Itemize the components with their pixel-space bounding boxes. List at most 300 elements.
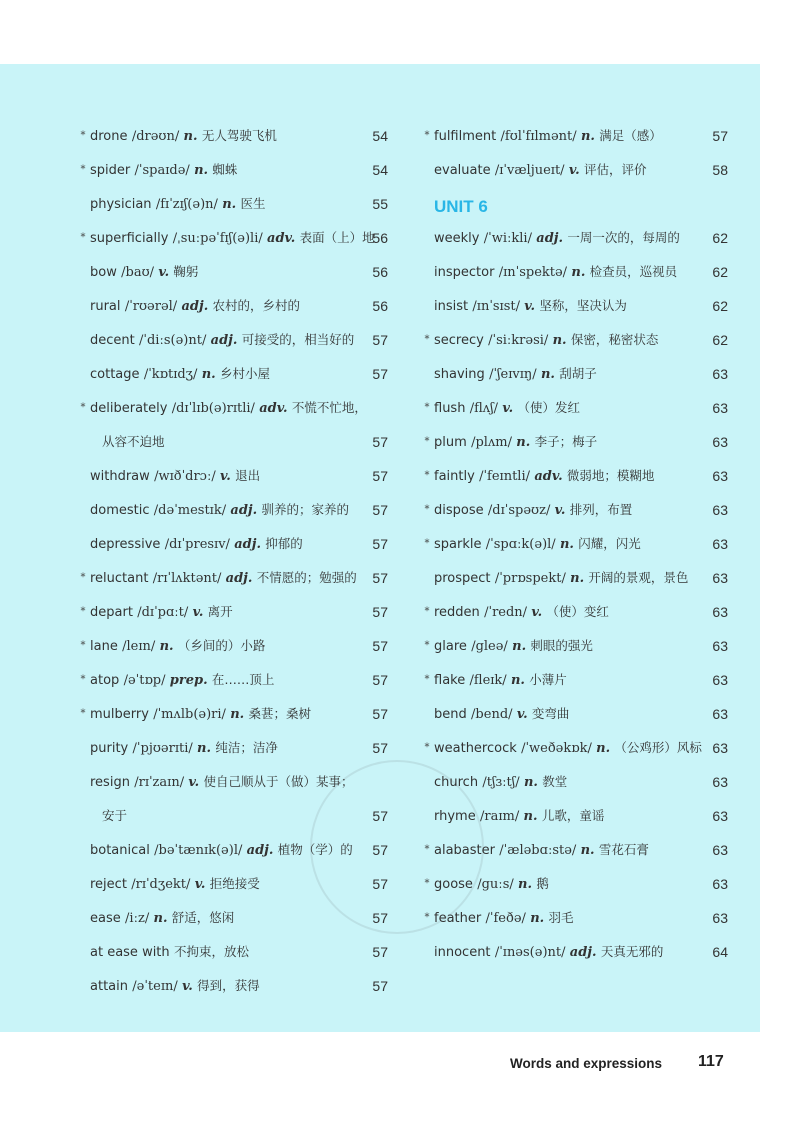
part-of-speech: n. <box>201 367 216 382</box>
definition: （使）变红 <box>546 604 609 619</box>
definition: 排列，布置 <box>569 502 633 517</box>
entry-text <box>434 629 593 664</box>
entry-text <box>90 765 353 800</box>
definition: 在……顶上 <box>211 672 275 687</box>
page-reference: 57 <box>372 842 388 858</box>
headword: prospect <box>434 571 491 586</box>
part-of-speech: adv. <box>534 469 563 484</box>
definition: 检查员，巡视员 <box>589 264 678 279</box>
headword: plum <box>434 435 467 450</box>
part-of-speech: n. <box>518 877 533 892</box>
headword: bow <box>90 265 117 280</box>
part-of-speech: adj. <box>569 945 597 960</box>
headword: withdraw <box>90 469 150 484</box>
definition: 羽毛 <box>548 910 574 925</box>
star-marker-icon: * <box>424 640 430 651</box>
vocab-entry <box>422 901 728 935</box>
phonetic: /guːs/ <box>477 877 514 892</box>
phonetic: /ˈspaɪdə/ <box>134 163 190 178</box>
phonetic: /baʊ/ <box>121 265 155 280</box>
phonetic: /plʌm/ <box>471 435 512 450</box>
vocab-entry <box>78 493 388 527</box>
definition: 植物（学）的 <box>277 842 353 857</box>
entry-text <box>434 255 677 290</box>
phonetic: /gleə/ <box>471 639 508 654</box>
headword: shaving <box>434 367 485 382</box>
star-marker-icon: * <box>424 674 430 685</box>
part-of-speech: adj. <box>536 231 564 246</box>
phonetic: /dəˈmestɪk/ <box>153 503 227 518</box>
part-of-speech: v. <box>554 503 566 518</box>
entry-text <box>90 119 277 154</box>
headword: flake <box>434 673 466 688</box>
definition: 保密，秘密状态 <box>570 332 659 347</box>
page-reference: 63 <box>712 672 728 688</box>
entry-text <box>90 867 260 902</box>
part-of-speech: n. <box>540 367 555 382</box>
headword: decent <box>90 333 135 348</box>
part-of-speech: n. <box>523 809 538 824</box>
vocab-entry <box>422 765 728 799</box>
phonetic: /bəˈtænɪk(ə)l/ <box>154 843 243 858</box>
headword: sparkle <box>434 537 482 552</box>
definition: 鹅 <box>536 876 549 891</box>
definition: 农村的，乡村的 <box>212 298 301 313</box>
vocab-entry <box>422 459 728 493</box>
part-of-speech: n. <box>159 639 174 654</box>
entry-text <box>434 867 549 902</box>
definition: 桑葚；桑树 <box>248 706 312 721</box>
vocab-entry <box>78 867 388 901</box>
phonetic: /wɪðˈdrɔː/ <box>154 469 216 484</box>
star-marker-icon: * <box>80 674 86 685</box>
vocab-entry <box>78 289 388 323</box>
star-marker-icon: * <box>80 232 86 243</box>
vocab-entry <box>422 289 728 323</box>
part-of-speech: n. <box>230 707 245 722</box>
vocab-entry <box>78 833 388 867</box>
entry-text <box>434 697 569 732</box>
page-reference: 62 <box>712 264 728 280</box>
headword: resign <box>90 775 130 790</box>
page-reference: 54 <box>372 128 388 144</box>
part-of-speech: n. <box>523 775 538 790</box>
phonetic: /drəʊn/ <box>131 129 180 144</box>
definition: 刺眼的强光 <box>530 638 593 653</box>
page-reference: 62 <box>712 332 728 348</box>
definition: 表面（上）地 <box>299 230 375 245</box>
definition: 不拘束，放松 <box>173 944 249 959</box>
headword: alabaster <box>434 843 495 858</box>
vocab-entry <box>78 255 388 289</box>
part-of-speech: adv. <box>259 401 288 416</box>
phonetic: /dɪˈlɪb(ə)rɪtli/ <box>171 401 255 416</box>
part-of-speech: v. <box>182 979 193 994</box>
definition: （乡间的）小路 <box>177 638 266 653</box>
part-of-speech: n. <box>552 333 567 348</box>
definition: 雪花石膏 <box>598 842 649 857</box>
definition-continued: 从容不迫地 <box>102 434 165 449</box>
vocab-entry <box>78 357 388 391</box>
entry-text <box>434 323 658 358</box>
definition: 天真无邪的 <box>600 944 664 959</box>
star-marker-icon: * <box>80 572 86 583</box>
definition: 舒适，悠闲 <box>171 910 235 925</box>
headword: spider <box>90 163 131 178</box>
phonetic: /əˈtɒp/ <box>123 673 166 688</box>
page-reference: 57 <box>372 740 388 756</box>
definition: （公鸡形）风标 <box>614 740 702 755</box>
definition: 无人驾驶飞机 <box>201 128 277 143</box>
part-of-speech: v. <box>220 469 231 484</box>
part-of-speech: v. <box>531 605 543 620</box>
phonetic: /ˈkɒtɪdʒ/ <box>143 367 198 382</box>
definition: 使自己顺从于（做）某事； <box>203 774 354 789</box>
left-column <box>78 119 388 1003</box>
entry-text <box>90 901 234 936</box>
headword: reluctant <box>90 571 149 586</box>
star-marker-icon: * <box>80 402 86 413</box>
entry-text <box>434 765 567 800</box>
phonetic: /ˈspɑːk(ə)l/ <box>485 537 556 552</box>
part-of-speech: v. <box>516 707 528 722</box>
definition: 不慌不忙地， <box>291 400 367 415</box>
phonetic: /rɪˈzaɪn/ <box>134 775 185 790</box>
headword: weekly <box>434 231 480 246</box>
page-reference: 57 <box>372 944 388 960</box>
definition: 医生 <box>240 196 266 211</box>
page-reference: 63 <box>712 468 728 484</box>
entry-text <box>434 595 609 630</box>
phonetic: /ˈʃeɪvɪŋ/ <box>489 367 537 382</box>
entry-text <box>434 527 641 562</box>
vocab-entry <box>422 663 728 697</box>
entry-text <box>434 731 702 766</box>
phonetic: /ˈdiːs(ə)nt/ <box>139 333 207 348</box>
part-of-speech: n. <box>571 265 586 280</box>
phonetic: /ɪnˈspektə/ <box>498 265 568 280</box>
part-of-speech: n. <box>570 571 585 586</box>
headword: insist <box>434 299 469 314</box>
page-reference: 63 <box>712 638 728 654</box>
part-of-speech: adj. <box>230 503 258 518</box>
entry-text <box>434 799 604 834</box>
phonetic: /ɪnˈsɪst/ <box>472 299 520 314</box>
vocab-entry <box>422 425 728 459</box>
vocab-entry <box>422 731 728 765</box>
part-of-speech: n. <box>530 911 545 926</box>
page-reference: 63 <box>712 604 728 620</box>
star-marker-icon: * <box>424 606 430 617</box>
part-of-speech: n. <box>222 197 237 212</box>
headword: bend <box>434 707 467 722</box>
vocab-entry <box>78 935 388 969</box>
vocab-entry <box>422 255 728 289</box>
definition: 变弯曲 <box>531 706 570 721</box>
star-marker-icon: * <box>424 878 430 889</box>
right-column-top <box>422 119 728 187</box>
part-of-speech: v. <box>192 605 204 620</box>
headword: reject <box>90 877 127 892</box>
vocab-entry <box>78 119 388 153</box>
phonetic: /ˈredn/ <box>484 605 528 620</box>
entry-text <box>90 595 233 630</box>
phonetic: /raɪm/ <box>480 809 520 824</box>
definition: 闪耀，闪光 <box>578 536 641 551</box>
entry-text <box>434 119 662 154</box>
entry-text <box>90 187 266 222</box>
definition: 开阔的景观，景色 <box>588 570 689 585</box>
headword: glare <box>434 639 467 654</box>
part-of-speech: n. <box>512 639 527 654</box>
definition: 不情愿的；勉强的 <box>256 570 357 585</box>
entry-text <box>90 697 311 732</box>
phonetic: /ɪˈvæljueɪt/ <box>494 163 565 178</box>
entry-text <box>434 663 567 698</box>
unit-heading: UNIT 6 <box>434 197 488 216</box>
star-marker-icon: * <box>424 742 430 753</box>
page-reference: 57 <box>372 366 388 382</box>
entry-text <box>90 459 260 494</box>
vocab-entry <box>78 527 388 561</box>
part-of-speech: n. <box>194 163 209 178</box>
entry-text <box>434 357 597 392</box>
vocab-entry <box>78 595 388 629</box>
entry-text <box>434 391 580 426</box>
definition: 退出 <box>235 468 261 483</box>
vocab-entry <box>422 935 728 969</box>
page-reference: 63 <box>712 706 728 722</box>
headword: evaluate <box>434 163 491 178</box>
page-reference: 63 <box>712 434 728 450</box>
headword: faintly <box>434 469 475 484</box>
definition: 微弱地；模糊地 <box>566 468 655 483</box>
star-marker-icon: * <box>424 912 430 923</box>
phonetic: /rɪˈlʌktənt/ <box>152 571 222 586</box>
entry-text <box>434 153 646 188</box>
star-marker-icon: * <box>80 708 86 719</box>
star-marker-icon: * <box>424 844 430 855</box>
headword: rhyme <box>434 809 476 824</box>
page-reference: 62 <box>712 298 728 314</box>
entry-text <box>434 425 597 460</box>
vocab-entry <box>422 697 728 731</box>
vocab-entry <box>78 697 388 731</box>
entry-text <box>90 493 349 528</box>
headword: depressive <box>90 537 161 552</box>
page-reference: 57 <box>372 570 388 586</box>
part-of-speech: adj. <box>210 333 238 348</box>
phonetic: /ˈsiːkrəsi/ <box>488 333 549 348</box>
phonetic: /iːz/ <box>125 911 150 926</box>
vocab-entry <box>422 119 728 153</box>
page-reference: 57 <box>372 808 388 824</box>
phonetic: /rɪˈdʒekt/ <box>131 877 191 892</box>
vocab-entry <box>422 629 728 663</box>
definition: 坚称，坚决认为 <box>539 298 627 313</box>
part-of-speech: adj. <box>181 299 209 314</box>
part-of-speech: n. <box>596 741 611 756</box>
vocab-entry <box>78 765 388 799</box>
page-reference: 63 <box>712 400 728 416</box>
definition: 乡村小屋 <box>219 366 270 381</box>
definition: 刮胡子 <box>559 366 597 381</box>
entry-text <box>434 935 663 970</box>
definition: （使）发红 <box>517 400 580 415</box>
headword: dispose <box>434 503 484 518</box>
page-reference: 57 <box>372 876 388 892</box>
headword: fulfilment <box>434 129 497 144</box>
entry-text <box>434 561 688 596</box>
definition: 抑郁的 <box>265 536 303 551</box>
vocab-entry <box>78 799 388 833</box>
phonetic: /fleɪk/ <box>469 673 507 688</box>
page-reference: 54 <box>372 162 388 178</box>
headword: depart <box>90 605 133 620</box>
definition: 鞠躬 <box>173 264 199 279</box>
vocab-entry <box>422 799 728 833</box>
entry-text <box>434 901 573 936</box>
page-reference: 63 <box>712 808 728 824</box>
part-of-speech: n. <box>197 741 212 756</box>
phonetic: /dɪˈspəʊz/ <box>487 503 551 518</box>
vocab-entry <box>78 425 388 459</box>
phonetic: /ˈæləbɑːstə/ <box>499 843 577 858</box>
vocab-entry <box>78 969 388 1003</box>
headword: at ease with <box>90 945 170 960</box>
entry-text <box>434 493 632 528</box>
page-reference: 58 <box>712 162 728 178</box>
entry-text <box>434 459 654 494</box>
phonetic: /dɪˈpɑːt/ <box>137 605 189 620</box>
footer-section-title: Words and expressions <box>510 1056 663 1071</box>
entry-text <box>90 153 237 188</box>
phonetic: /fɪˈzɪʃ(ə)n/ <box>155 197 218 212</box>
headword: innocent <box>434 945 491 960</box>
entry-text <box>434 833 649 868</box>
part-of-speech: v. <box>524 299 536 314</box>
headword: redden <box>434 605 480 620</box>
entry-text <box>90 289 300 324</box>
headword: superficially <box>90 231 169 246</box>
phonetic: /əˈteɪn/ <box>132 979 178 994</box>
page-reference: 62 <box>712 230 728 246</box>
page-reference: 57 <box>372 468 388 484</box>
page-reference: 57 <box>372 604 388 620</box>
entry-text <box>90 391 367 426</box>
phonetic: /dɪˈpresɪv/ <box>164 537 230 552</box>
page-reference: 57 <box>372 706 388 722</box>
page-reference: 57 <box>372 910 388 926</box>
entry-text <box>434 221 680 256</box>
part-of-speech: v. <box>188 775 200 790</box>
part-of-speech: n. <box>183 129 198 144</box>
phonetic: /ˈweðəkɒk/ <box>521 741 592 756</box>
headword: secrecy <box>434 333 484 348</box>
page-reference: 63 <box>712 910 728 926</box>
phonetic: /ˈfeðə/ <box>485 911 526 926</box>
part-of-speech: n. <box>580 129 595 144</box>
part-of-speech: adj. <box>234 537 261 552</box>
part-of-speech: adj. <box>246 843 274 858</box>
vocab-entry <box>78 731 388 765</box>
vocab-entry <box>78 663 388 697</box>
definition: 李子；梅子 <box>534 434 598 449</box>
footer-page-number: 117 <box>698 1053 724 1070</box>
vocab-entry <box>78 153 388 187</box>
phonetic: /ˈpjʊərɪti/ <box>132 741 193 756</box>
headword: attain <box>90 979 128 994</box>
headword: church <box>434 775 479 790</box>
headword: flush <box>434 401 466 416</box>
entry-text <box>90 833 353 868</box>
vocab-entry <box>422 323 728 357</box>
vocab-entry <box>422 493 728 527</box>
headword: drone <box>90 129 128 144</box>
phonetic: /ˈɪnəs(ə)nt/ <box>494 945 566 960</box>
entry-text <box>90 663 274 698</box>
entry-continuation <box>102 425 165 459</box>
headword: mulberry <box>90 707 149 722</box>
headword: weathercock <box>434 741 517 756</box>
vocab-entry <box>422 221 728 255</box>
page-reference: 63 <box>712 876 728 892</box>
vocab-entry <box>78 901 388 935</box>
star-marker-icon: * <box>80 164 86 175</box>
phonetic: /flʌʃ/ <box>469 401 499 416</box>
page-reference: 63 <box>712 842 728 858</box>
page-reference: 56 <box>372 298 388 314</box>
phonetic: /tʃɜːtʃ/ <box>482 775 520 790</box>
definition: 得到，获得 <box>197 978 260 993</box>
definition: 儿歌，童谣 <box>541 808 605 823</box>
definition-continued: 安于 <box>102 808 128 823</box>
page-reference: 57 <box>712 128 728 144</box>
definition: 满足（感） <box>599 128 662 143</box>
entry-text <box>90 527 303 562</box>
headword: botanical <box>90 843 150 858</box>
vocab-entry <box>422 527 728 561</box>
definition: 评估，评价 <box>583 162 647 177</box>
headword: goose <box>434 877 473 892</box>
phonetic: /ˈrʊərəl/ <box>124 299 178 314</box>
vocab-entry <box>422 595 728 629</box>
entry-text <box>90 969 260 1004</box>
vocab-entry <box>422 153 728 187</box>
definition: 离开 <box>207 604 233 619</box>
definition: 可接受的，相当好的 <box>241 332 355 347</box>
part-of-speech: n. <box>153 911 168 926</box>
page-reference: 57 <box>372 434 388 450</box>
star-marker-icon: * <box>80 606 86 617</box>
star-marker-icon: * <box>424 334 430 345</box>
part-of-speech: adv. <box>267 231 296 246</box>
entry-text <box>90 221 375 256</box>
vocab-entry <box>78 629 388 663</box>
definition: 一周一次的，每周的 <box>567 230 680 245</box>
page-reference: 56 <box>372 230 388 246</box>
page-reference: 57 <box>372 536 388 552</box>
page-reference: 63 <box>712 740 728 756</box>
headword: atop <box>90 673 120 688</box>
definition: 蜘蛛 <box>212 162 238 177</box>
entry-text <box>90 731 278 766</box>
entry-text <box>434 289 627 324</box>
vocab-entry <box>422 867 728 901</box>
right-column <box>422 119 728 969</box>
vocab-entry <box>78 561 388 595</box>
page-reference: 63 <box>712 774 728 790</box>
